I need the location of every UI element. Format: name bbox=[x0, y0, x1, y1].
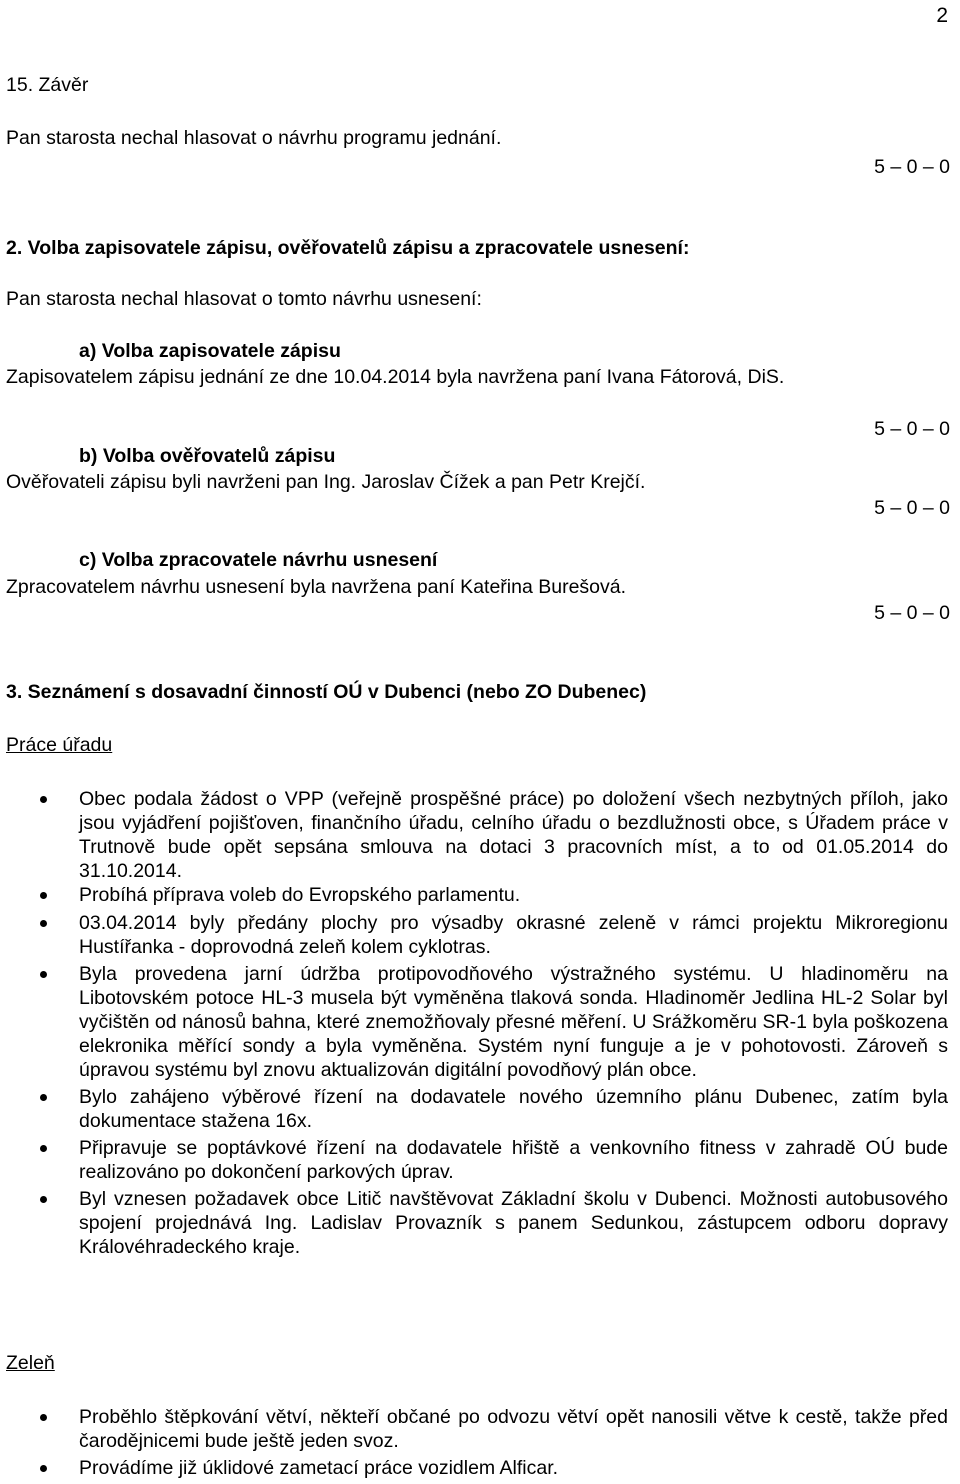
subsection-a-votes: 5 – 0 – 0 bbox=[874, 418, 950, 440]
list-item: Obec podala žádost o VPP (veřejně prospěšné práce) po doložení všech nezbytných příloh, jako jsou vyjádření pojišťoven, finančního úřadu, celního úřadu o bezdlužnosti obce, s Úřadem práce v Trutnově bude opět sepsána smlouva na dotaci 3 pracovních míst, a to od 01.05.2014 do 31.10.2014. bbox=[0, 787, 960, 883]
zelen-label: Zeleň bbox=[6, 1352, 55, 1374]
list-item: Připravuje se poptávkové řízení na dodavatele hřiště a venkovního fitness v zahradě OÚ bude realizováno po dokončení parkových úprav. bbox=[0, 1136, 960, 1184]
bullet-icon bbox=[40, 1196, 47, 1203]
section-3-heading: 3. Seznámení s dosavadní činností OÚ v Dubenci (nebo ZO Dubenec) bbox=[6, 681, 647, 703]
prace-uradu-label: Práce úřadu bbox=[6, 734, 113, 756]
section-15-text: Pan starosta nechal hlasovat o návrhu programu jednání. bbox=[6, 127, 502, 149]
subsection-a-text: Zapisovatelem zápisu jednání ze dne 10.04.2014 byla navržena paní Ivana Fátorová, DiS. bbox=[6, 366, 785, 388]
subsection-c-text: Zpracovatelem návrhu usnesení byla navržena paní Kateřina Burešová. bbox=[6, 576, 627, 598]
bullet-icon bbox=[40, 971, 47, 978]
bullet-icon bbox=[40, 892, 47, 899]
zelen-list bbox=[0, 1405, 960, 1480]
list-item: Provádíme již úklidové zametací práce vozidlem Alficar. bbox=[0, 1456, 960, 1480]
section-15-votes: 5 – 0 – 0 bbox=[874, 156, 950, 178]
section-15-heading: 15. Závěr bbox=[6, 74, 89, 96]
list-item: Bylo zahájeno výběrové řízení na dodavatele nového územního plánu Dubenec, zatím byla dokumentace stažena 16x. bbox=[0, 1085, 960, 1133]
list-item: Probíhá příprava voleb do Evropského parlamentu. bbox=[0, 883, 960, 907]
list-item: Proběhlo štěpkování větví, někteří občané po odvozu větví opět nanosili větve k cestě, takže před čarodějnicemi bude ještě jeden svoz. bbox=[0, 1405, 960, 1453]
subsection-c-heading: c) Volba zpracovatele návrhu usnesení bbox=[79, 549, 438, 571]
bullet-icon bbox=[40, 1145, 47, 1152]
subsection-b-heading: b) Volba ověřovatelů zápisu bbox=[79, 445, 336, 467]
page-number: 2 bbox=[936, 4, 948, 27]
section-2-heading: 2. Volba zapisovatele zápisu, ověřovatelů zápisu a zpracovatele usnesení: bbox=[6, 237, 690, 259]
bullet-icon bbox=[40, 1465, 47, 1472]
list-item: Byla provedena jarní údržba protipovodňového výstražného systému. U hladinoměru na Libotovském potoce HL-3 musela být vyměněna tlaková sonda. Hladinoměr Jedlina HL-2 Solar byl vyčištěn od nánosů bahna, které znemožňovaly přesné měření. U Srážkoměru SR-1 byla poškozena elekronika měřící sondy a byla vyměněna. Systém nyní funguje a je v pohotovosti. Zároveň s úpravou systému byl znovu aktualizován digitální povodňový plán obce. bbox=[0, 962, 960, 1082]
bullet-icon bbox=[40, 796, 47, 803]
prace-uradu-list bbox=[0, 787, 960, 1259]
subsection-a-heading: a) Volba zapisovatele zápisu bbox=[79, 340, 341, 362]
bullet-icon bbox=[40, 920, 47, 927]
bullet-icon bbox=[40, 1414, 47, 1421]
subsection-b-votes: 5 – 0 – 0 bbox=[874, 497, 950, 519]
subsection-c-votes: 5 – 0 – 0 bbox=[874, 602, 950, 624]
bullet-icon bbox=[40, 1094, 47, 1101]
section-2-intro: Pan starosta nechal hlasovat o tomto návrhu usnesení: bbox=[6, 288, 482, 310]
list-item: 03.04.2014 byly předány plochy pro výsadby okrasné zeleně v rámci projektu Mikroregionu Hustířanka - doprovodná zeleň kolem cyklotras. bbox=[0, 911, 960, 959]
subsection-b-text: Ověřovateli zápisu byli navrženi pan Ing. Jaroslav Čížek a pan Petr Krejčí. bbox=[6, 471, 646, 493]
list-item: Byl vznesen požadavek obce Litič navštěvovat Základní školu v Dubenci. Možnosti autobusového spojení projednává Ing. Ladislav Provazník s panem Sedunkou, zástupcem odboru dopravy Královéhradeckého kraje. bbox=[0, 1187, 960, 1259]
